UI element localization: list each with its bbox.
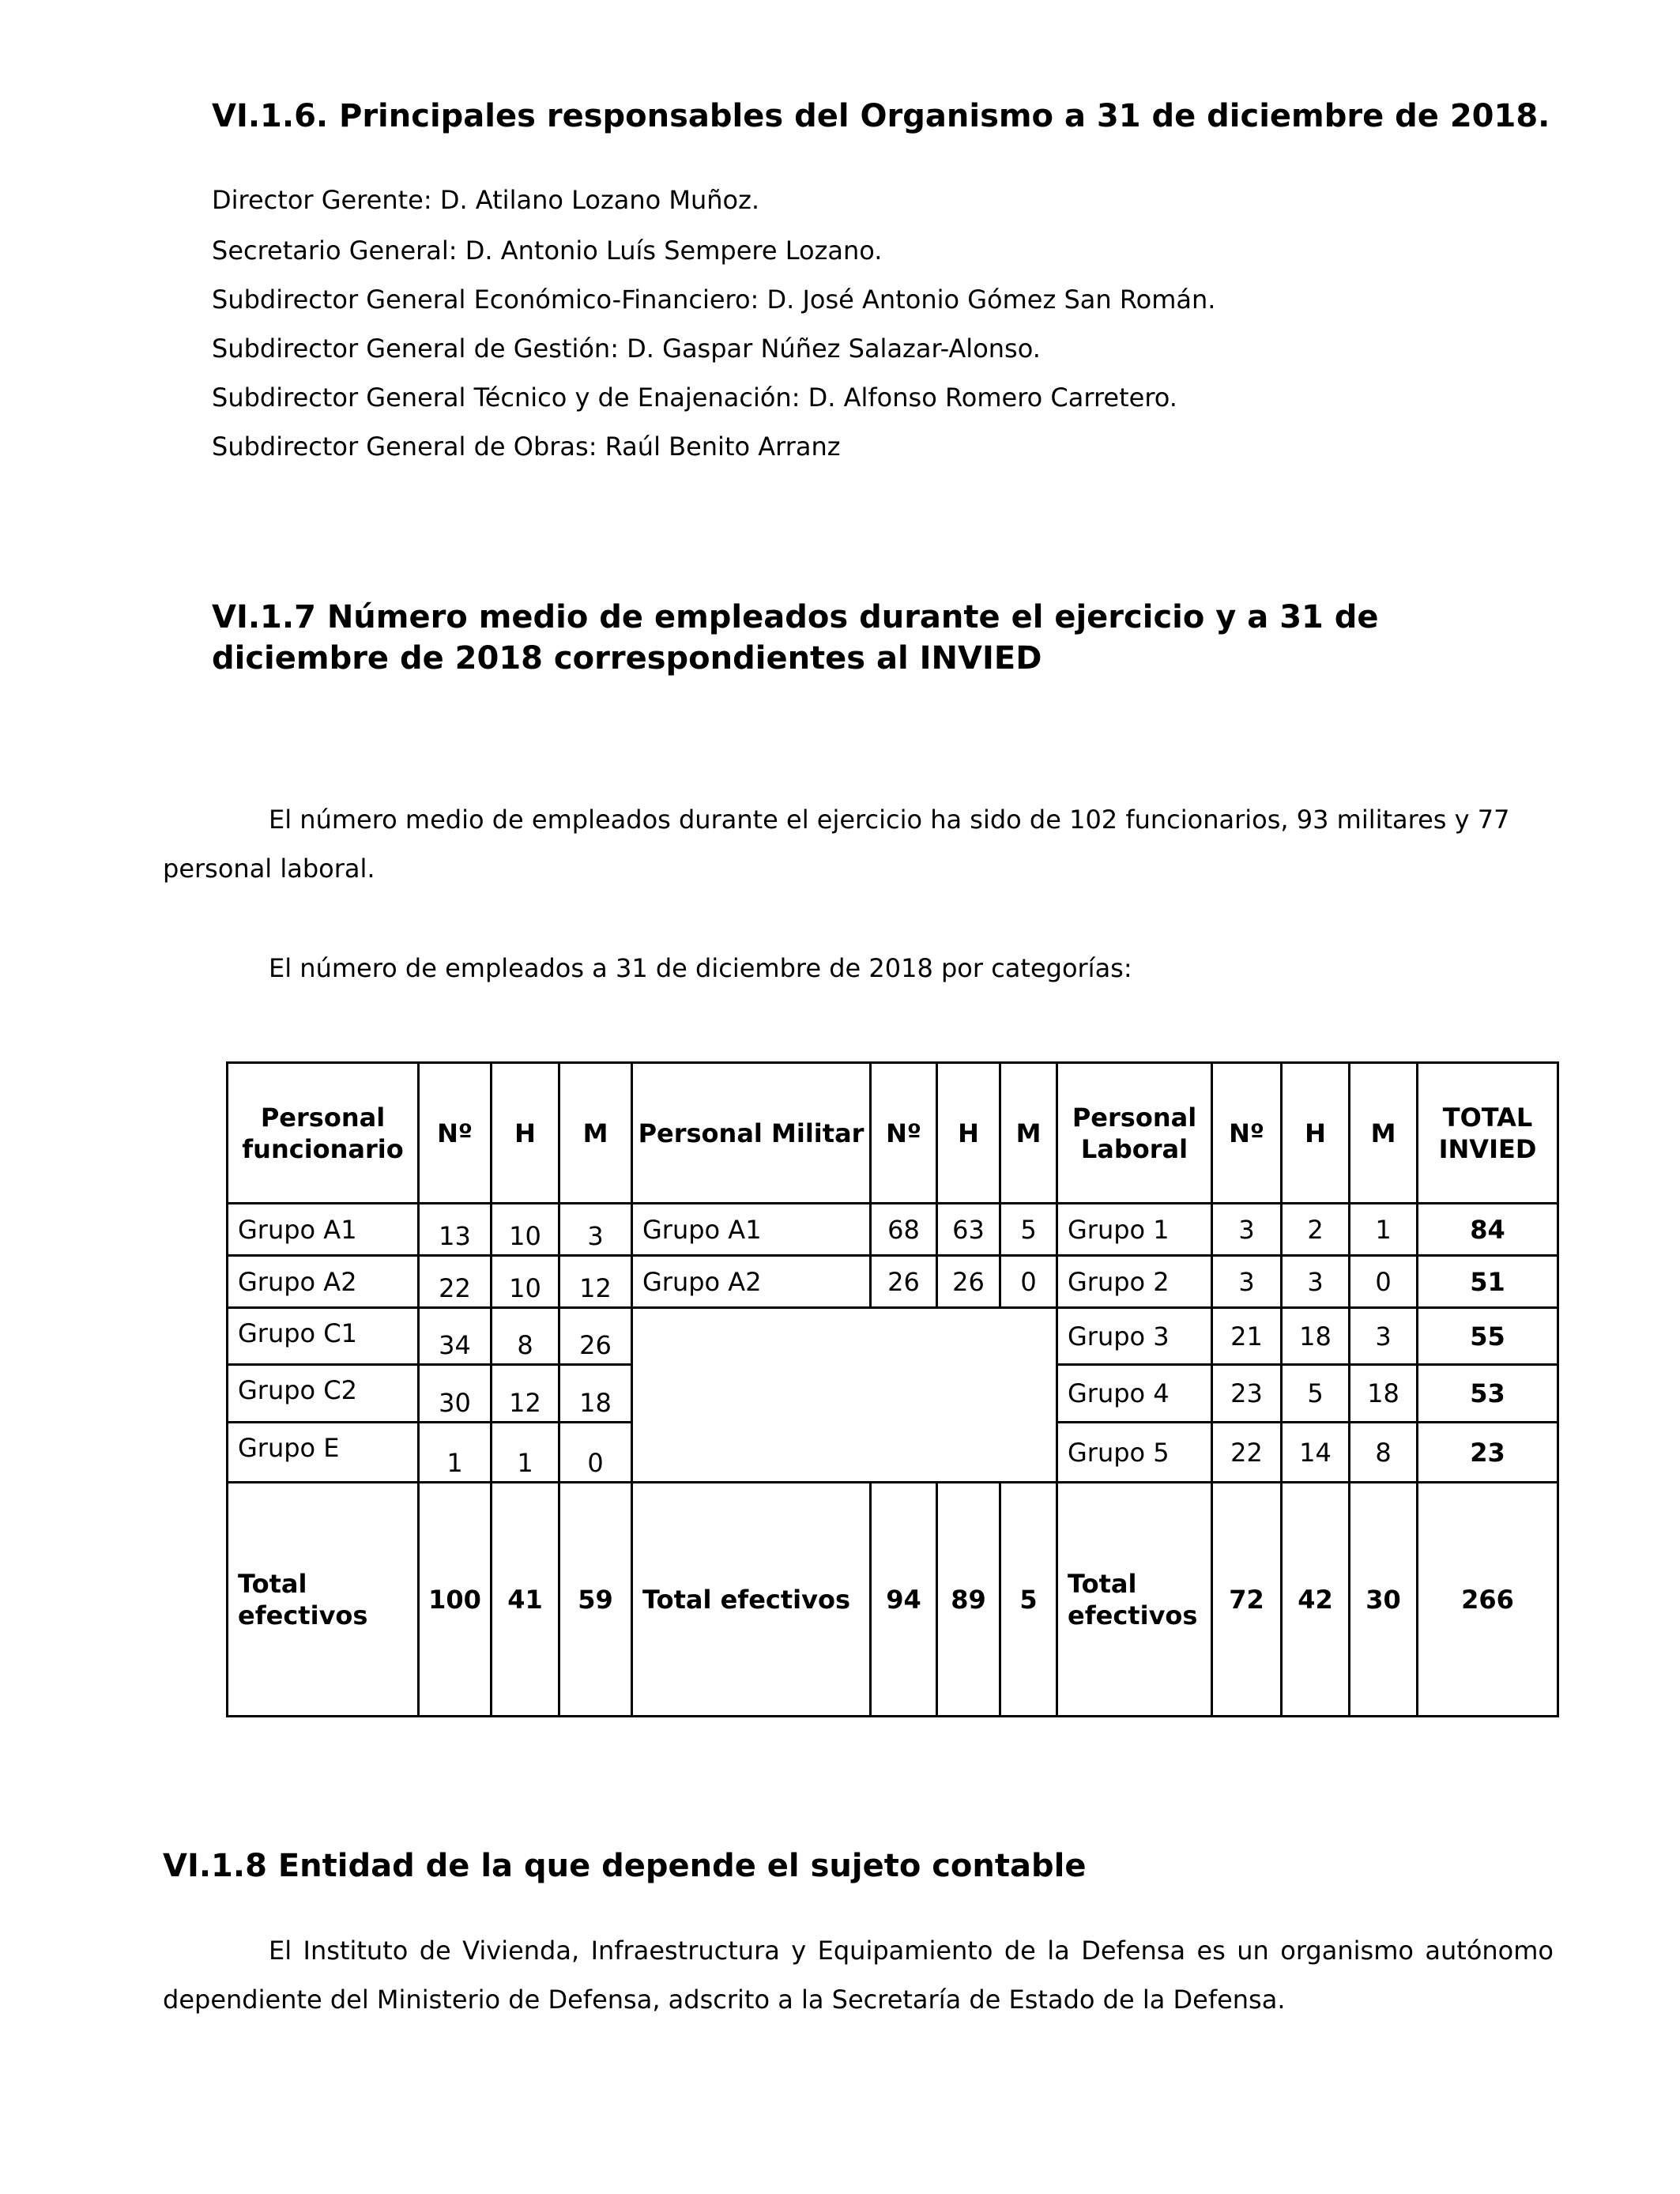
funcionario-m: 18	[559, 1365, 632, 1423]
laboral-n: 21	[1212, 1308, 1282, 1365]
funcionario-group: Grupo A1	[228, 1204, 419, 1256]
header-personal-militar: Personal Militar	[632, 1063, 871, 1204]
row-total: 53	[1418, 1365, 1558, 1423]
responsible-line: Secretario General: D. Antonio Luís Sempere Lozano.	[212, 236, 883, 266]
entity-paragraph	[163, 1926, 1554, 2024]
header-personal-laboral: Personal Laboral	[1057, 1063, 1212, 1204]
section-117-title-line2: diciembre de 2018 correspondientes al INVIED	[212, 640, 1042, 677]
header-personal-funcionario: Personal funcionario	[228, 1063, 419, 1204]
laboral-n: 3	[1212, 1204, 1282, 1256]
laboral-total-h: 42	[1282, 1483, 1350, 1717]
funcionario-total-h: 41	[492, 1483, 559, 1717]
laboral-group: Grupo 3	[1057, 1308, 1212, 1365]
funcionario-h: 10	[492, 1256, 559, 1308]
funcionario-m: 0	[559, 1423, 632, 1483]
employees-category-paragraph	[163, 944, 1554, 993]
laboral-h: 14	[1282, 1423, 1350, 1483]
table-row	[228, 1256, 1558, 1308]
funcionario-m: 26	[559, 1308, 632, 1365]
militar-n: 68	[871, 1204, 937, 1256]
laboral-group: Grupo 2	[1057, 1256, 1212, 1308]
funcionario-h: 8	[492, 1308, 559, 1365]
laboral-group: Grupo 4	[1057, 1365, 1212, 1423]
funcionario-h: 12	[492, 1365, 559, 1423]
header-m: M	[559, 1063, 632, 1204]
laboral-h: 18	[1282, 1308, 1350, 1365]
header-n: Nº	[871, 1063, 937, 1204]
funcionario-total-label: Total efectivos	[228, 1483, 419, 1717]
militar-total-m: 5	[1000, 1483, 1057, 1717]
header-h: H	[492, 1063, 559, 1204]
responsible-line: Subdirector General Económico-Financiero: D. José Antonio Gómez San Román.	[212, 285, 1216, 315]
funcionario-m: 3	[559, 1204, 632, 1256]
laboral-h: 3	[1282, 1256, 1350, 1308]
row-total: 84	[1418, 1204, 1558, 1256]
laboral-h: 2	[1282, 1204, 1350, 1256]
militar-h: 26	[937, 1256, 1000, 1308]
militar-h: 63	[937, 1204, 1000, 1256]
laboral-total-m: 30	[1350, 1483, 1418, 1717]
employees-category-text: El número de empleados a 31 de diciembre de 2018 por categorías:	[269, 953, 1132, 983]
responsible-line: Subdirector General Técnico y de Enajenación: D. Alfonso Romero Carretero.	[212, 383, 1177, 413]
responsible-line: Subdirector General de Obras: Raúl Benito Arranz	[212, 432, 841, 462]
header-h: H	[937, 1063, 1000, 1204]
funcionario-n: 22	[419, 1256, 492, 1308]
section-117-title-line1: VI.1.7 Número medio de empleados durante el ejercicio y a 31 de	[212, 599, 1379, 635]
funcionario-n: 30	[419, 1365, 492, 1423]
header-total-invied: TOTAL INVIED	[1418, 1063, 1558, 1204]
laboral-total-label: Total efectivos	[1057, 1483, 1212, 1717]
header-h: H	[1282, 1063, 1350, 1204]
laboral-m: 8	[1350, 1423, 1418, 1483]
section-118-title: VI.1.8 Entidad de la que depende el sujeto contable	[163, 1848, 1087, 1884]
laboral-m: 18	[1350, 1365, 1418, 1423]
header-n: Nº	[1212, 1063, 1282, 1204]
row-total: 51	[1418, 1256, 1558, 1308]
row-total: 55	[1418, 1308, 1558, 1365]
militar-total-n: 94	[871, 1483, 937, 1717]
laboral-group: Grupo 5	[1057, 1423, 1212, 1483]
responsible-line: Director Gerente: D. Atilano Lozano Muñoz.	[212, 185, 760, 215]
funcionario-group: Grupo C2	[228, 1365, 419, 1423]
funcionario-m: 12	[559, 1256, 632, 1308]
row-total: 23	[1418, 1423, 1558, 1483]
employees-average-text: El número medio de empleados durante el ejercicio ha sido de 102 funcionarios, 93 militares y 77 personal laboral.	[163, 805, 1510, 884]
table-header-row	[228, 1063, 1558, 1204]
militar-total-h: 89	[937, 1483, 1000, 1717]
funcionario-n: 34	[419, 1308, 492, 1365]
militar-empty-block	[632, 1308, 1057, 1483]
funcionario-h: 10	[492, 1204, 559, 1256]
militar-total-label: Total efectivos	[632, 1483, 871, 1717]
militar-m: 5	[1000, 1204, 1057, 1256]
laboral-group: Grupo 1	[1057, 1204, 1212, 1256]
laboral-n: 22	[1212, 1423, 1282, 1483]
funcionario-n: 1	[419, 1423, 492, 1483]
employees-table	[226, 1061, 1559, 1717]
header-m: M	[1000, 1063, 1057, 1204]
funcionario-total-m: 59	[559, 1483, 632, 1717]
militar-n: 26	[871, 1256, 937, 1308]
laboral-total-n: 72	[1212, 1483, 1282, 1717]
laboral-m: 1	[1350, 1204, 1418, 1256]
funcionario-n: 13	[419, 1204, 492, 1256]
grand-total: 266	[1418, 1483, 1558, 1717]
laboral-h: 5	[1282, 1365, 1350, 1423]
funcionario-group: Grupo C1	[228, 1308, 419, 1365]
funcionario-h: 1	[492, 1423, 559, 1483]
section-116-title: VI.1.6. Principales responsables del Organismo a 31 de diciembre de 2018.	[212, 98, 1550, 134]
table-row	[228, 1308, 1558, 1365]
funcionario-group: Grupo E	[228, 1423, 419, 1483]
militar-group: Grupo A2	[632, 1256, 871, 1308]
militar-m: 0	[1000, 1256, 1057, 1308]
employees-average-paragraph	[163, 795, 1554, 893]
responsible-line: Subdirector General de Gestión: D. Gaspar Núñez Salazar-Alonso.	[212, 334, 1041, 364]
header-m: M	[1350, 1063, 1418, 1204]
laboral-n: 23	[1212, 1365, 1282, 1423]
entity-text: El Instituto de Vivienda, Infraestructura y Equipamiento de la Defensa es un organismo autónomo dependiente del Ministerio de Defensa, adscrito a la Secretaría de Estado de la Defensa.	[163, 1936, 1554, 2015]
table-row	[228, 1204, 1558, 1256]
laboral-m: 3	[1350, 1308, 1418, 1365]
laboral-m: 0	[1350, 1256, 1418, 1308]
funcionario-total-n: 100	[419, 1483, 492, 1717]
header-n: Nº	[419, 1063, 492, 1204]
table-totals-row	[228, 1483, 1558, 1717]
funcionario-group: Grupo A2	[228, 1256, 419, 1308]
militar-group: Grupo A1	[632, 1204, 871, 1256]
laboral-n: 3	[1212, 1256, 1282, 1308]
